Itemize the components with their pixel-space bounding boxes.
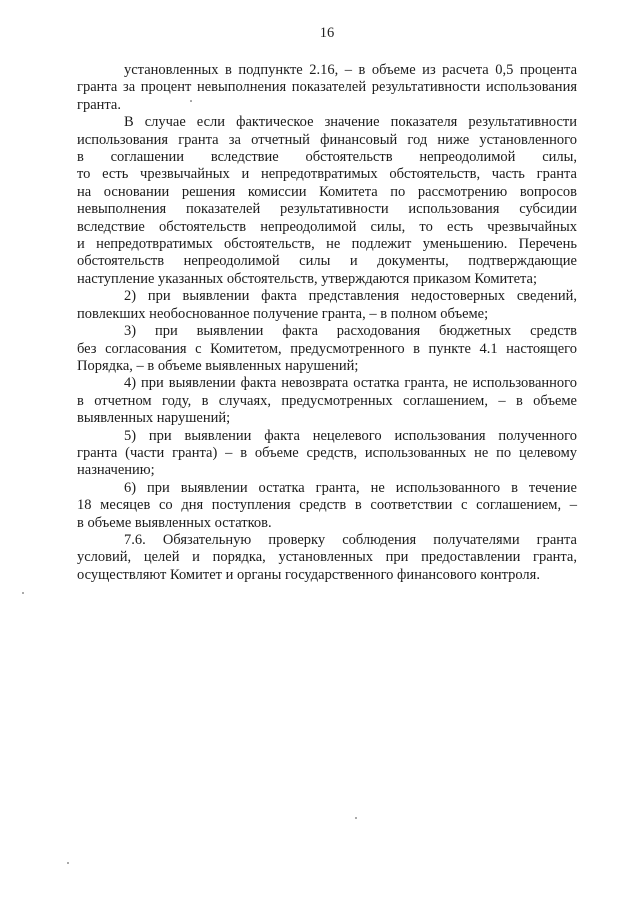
text-line: повлекших необоснованное получение гранта, – в полном объеме; — [77, 305, 489, 322]
scan-speck — [355, 817, 357, 819]
text-line: 6) при выявлении остатка гранта, не использованного в течение — [124, 479, 577, 496]
text-line: осуществляют Комитет и органы государственного финансового контроля. — [77, 566, 540, 583]
text-line: обстоятельств непреодолимой силы и документы, подтверждающие — [77, 253, 577, 270]
text-line: 2) при выявлении факта представления недостоверных сведений, — [124, 288, 577, 305]
paragraph — [77, 323, 577, 375]
text-line: в отчетном году, в случаях, предусмотренных соглашением, – в объеме — [77, 392, 577, 409]
paragraph — [77, 62, 577, 114]
paragraph — [77, 375, 577, 427]
scan-speck — [22, 592, 24, 594]
text-line: гранта за процент невыполнения показателей результативности использования — [77, 79, 577, 96]
text-line: гранта (части гранта) – в объеме средств, использованных не по целевому — [77, 444, 577, 461]
text-line: гранта. — [77, 96, 121, 113]
text-line: Порядка, – в объеме выявленных нарушений; — [77, 357, 359, 374]
page-number: 16 — [319, 25, 335, 41]
text-line: на основании решения комиссии Комитета по рассмотрению вопросов — [77, 183, 577, 200]
text-line: В случае если фактическое значение показателя результативности — [124, 114, 577, 131]
paragraph — [77, 114, 577, 288]
text-line: 7.6. Обязательную проверку соблюдения получателями гранта — [124, 531, 577, 548]
text-line: без согласования с Комитетом, предусмотренного в пункте 4.1 настоящего — [77, 340, 577, 357]
text-line: и непредотвратимых обстоятельств, не подлежит уменьшению. Перечень — [77, 236, 577, 253]
paragraph — [77, 532, 577, 584]
text-line: в соглашении вследствие обстоятельств непреодолимой силы, — [77, 149, 577, 166]
text-line: выявленных нарушений; — [77, 410, 231, 427]
text-line: 18 месяцев со дня поступления средств в соответствии с соглашением, – — [77, 497, 577, 514]
text-line: установленных в подпункте 2.16, – в объеме из расчета 0,5 процента — [124, 62, 577, 78]
paragraph — [77, 288, 577, 323]
text-line: невыполнения показателей результативности использования субсидии — [77, 201, 577, 218]
paragraph — [77, 428, 577, 480]
text-line: вследствие обстоятельств непреодолимой силы, то есть чрезвычайных — [77, 218, 577, 235]
scan-speck — [67, 862, 69, 864]
text-line: назначению; — [77, 462, 155, 479]
scan-speck — [190, 100, 192, 102]
text-line: 3) при выявлении факта расходования бюджетных средств — [124, 323, 577, 340]
document-body — [77, 62, 577, 584]
text-line: то есть чрезвычайных и непредотвратимых обстоятельств, часть гранта — [77, 166, 577, 183]
text-line: использования гранта за отчетный финансовый год ниже установленного — [77, 131, 577, 148]
paragraph — [77, 480, 577, 532]
text-line: наступление указанных обстоятельств, утверждаются приказом Комитета; — [77, 270, 537, 287]
text-line: условий, целей и порядка, установленных при предоставлении гранта, — [77, 549, 577, 566]
text-line: в объеме выявленных остатков. — [77, 514, 272, 531]
text-line: 5) при выявлении факта нецелевого использования полученного — [124, 427, 577, 444]
text-line: 4) при выявлении факта невозврата остатка гранта, не использованного — [124, 375, 577, 392]
